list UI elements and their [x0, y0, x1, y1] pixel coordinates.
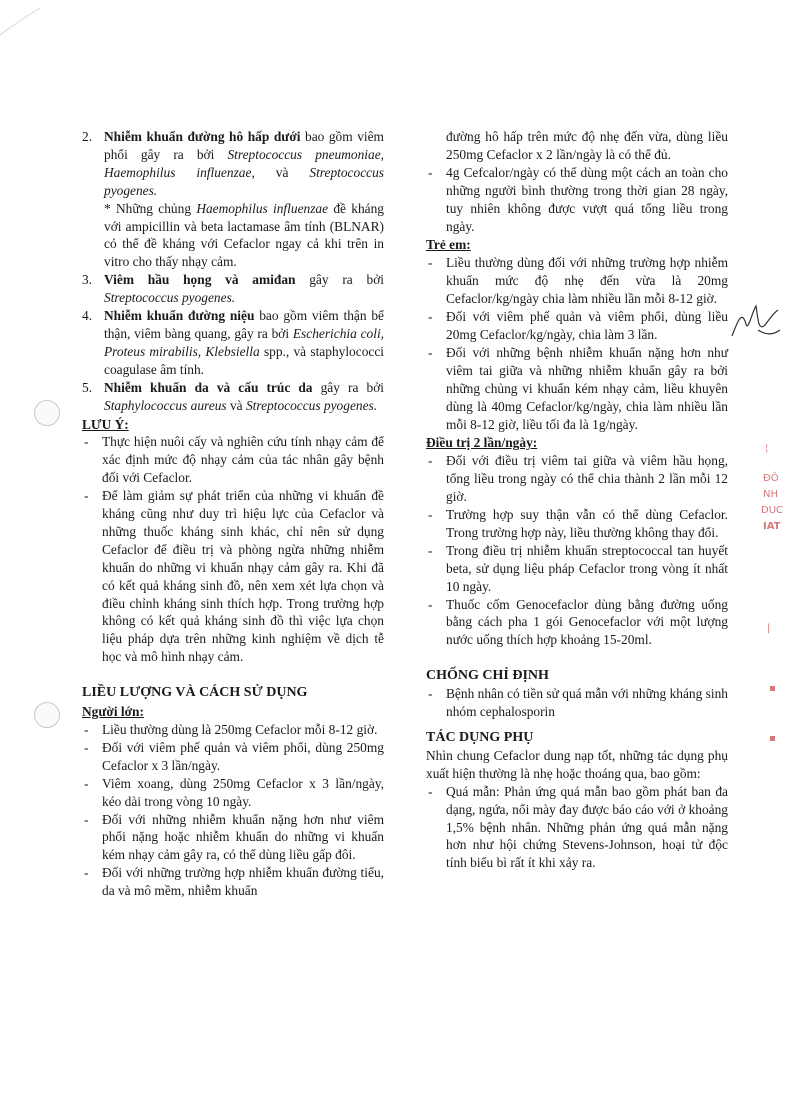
children-heading: Trẻ em: — [426, 237, 471, 253]
punch-hole-bottom — [34, 702, 60, 728]
item-title: Nhiễm khuẩn đường hô hấp dưới — [104, 129, 301, 144]
indication-item-pharyngitis: 3. Viêm hầu họng và amiđan gây ra bởi Streptococcus pyogenes. — [82, 272, 384, 306]
right-column — [426, 128, 728, 872]
adult-dose-continuation: đường hô hấp trên mức độ nhẹ đến vừa, dùng liều 250mg Cefaclor x 2 lần/ngày là có thể đủ. — [446, 129, 728, 162]
contraindication-item: - Bệnh nhân có tiền sử quá mẫn với những kháng sinh nhóm cephalosporin — [428, 686, 728, 720]
twice-daily-heading: Điều trị 2 lần/ngày: — [426, 435, 538, 451]
adult-dose-item: - Đối với những nhiễm khuẩn nặng hơn như viêm phổi nặng hoặc nhiễm khuẩn do những vi khuẩn kém nhạy cảm gây ra, có thể dùng liều gấp đôi. — [84, 811, 384, 863]
item-title: Nhiễm khuẩn da và cấu trúc da — [104, 379, 313, 395]
indication-item-skin: 5. Nhiễm khuẩn da và cấu trúc da gây ra bởi Staphylococcus aureus và Streptococcus pyogenes. — [82, 379, 384, 413]
handwritten-initials — [728, 300, 784, 346]
twice-daily-item: - Đối với điều trị viêm tai giữa và viêm hầu họng, tổng liều trong ngày có thể chia thành 2 lần mỗi 12 giờ. — [428, 453, 728, 505]
adult-dose-item: - Liều thường dùng là 250mg Cefaclor mỗi 8-12 giờ. — [84, 722, 378, 737]
twice-daily-item: - Thuốc cốm Genocefaclor dùng bằng đường uống bằng cách pha 1 gói Genocefaclor với một lượng nước uống thích hợp khoảng 15-20ml. — [428, 596, 728, 648]
adult-dose-item: - Đối với viêm phế quản và viêm phổi, dùng 250mg Cefaclor x 3 lần/ngày. — [84, 739, 384, 773]
dosage-heading: LIỀU LƯỢNG VÀ CÁCH SỬ DỤNG — [82, 685, 308, 701]
children-dose-item: - Đối với những bệnh nhiễm khuẩn nặng hơn như viêm tai giữa và những nhiễm khuẩn gây ra bởi những chủng vi khuẩn kém nhạy cảm, liều khuyên dùng là 40mg Cefaclor/kg/ngày, chia làm nhiều lần mỗi 8-12 giờ, liều tối đa là 1g/ngày. — [428, 344, 728, 432]
twice-daily-item: - Trong điều trị nhiễm khuẩn streptococcal tan huyết beta, sử dụng liệu pháp Cefaclor trong vòng ít nhất 10 ngày. — [428, 542, 728, 594]
side-effects-heading: TÁC DỤNG PHỤ — [426, 730, 534, 745]
luu-y-item: - Thực hiện nuôi cấy và nghiên cứu tính nhạy cảm để xác định mức độ nhạy cảm của tác nhân gây bệnh đối với Cefaclor. — [84, 434, 384, 486]
scan-corner-mark — [0, 0, 70, 60]
side-effects-intro: Nhìn chung Cefaclor dung nạp tốt, những tác dụng phụ xuất hiện thường là nhẹ hoặc thoáng qua, bao gồm: — [426, 747, 728, 781]
adult-dose-item: - Viêm xoang, dùng 250mg Cefaclor x 3 lần/ngày, kéo dài trong vòng 10 ngày. — [84, 775, 384, 809]
blnar-note: * Những chủng Haemophilus influenzae đề kháng với ampicillin và beta lactamase âm tính (BLNAR) có thể đề kháng với Cefaclor ngay cả khi trên in vitro cho thấy nhạy cảm. — [104, 200, 385, 270]
luu-y-heading: LƯU Ý: — [82, 416, 129, 432]
contraindications-heading: CHỐNG CHỈ ĐỊNH — [426, 668, 549, 684]
indication-item-urinary: 4. Nhiễm khuẩn đường niệu bao gồm viêm thận bể thận, viêm bàng quang, gây ra bởi Escherichia coli, Proteus mirabilis, Klebsiella spp., và staphylococci coagulase âm tính. — [82, 308, 385, 377]
children-dose-item: - Đối với viêm phế quản và viêm phổi, dùng liều 20mg Cefaclor/kg/ngày, chia làm 3 lần. — [428, 309, 728, 342]
luu-y-item: - Để làm giảm sự phát triển của những vi khuẩn đề kháng cũng như duy trì hiệu lực của Cefaclor và những thuốc kháng sinh khác, chỉ nên sử dụng Cefaclor để điều trị và phòng ngừa những nhiễm khuẩn do những vi khuẩn nhạy cảm gây ra. Khi đã có kết quả kháng sinh đồ, nên xem xét lựa chọn và điều chỉnh kháng sinh thích hợp. Trong trường hợp không có kết quả kháng sinh đồ thì việc lựa chọn liệu pháp dựa trên những kinh nghiệm về dịch tễ học và mô hình nhạy cảm. — [84, 488, 384, 665]
item-title: Nhiễm khuẩn đường niệu — [104, 308, 255, 324]
punch-hole-top — [34, 400, 60, 426]
item-title: Viêm hầu họng và amiđan — [104, 272, 296, 288]
side-effect-item: - Quá mẫn: Phản ứng quá mẫn bao gồm phát ban đa dạng, ngứa, nổi mày đay được báo cáo với ở khoảng 1,5% bệnh nhân. Những phản ứng quá mẫn nặng hơn như hội chứng Stevens-Johnson, hoại tử độc tính biểu bì rất ít khi xảy ra. — [428, 783, 728, 871]
adult-heading: Người lớn: — [82, 704, 144, 720]
twice-daily-item: - Trường hợp suy thận vẫn có thể dùng Cefaclor. Trong trường hợp này, liều thường không thay đổi. — [428, 507, 728, 540]
stamp-fragment: ¦ ĐÔ NH DUC IAT | ▪ ▪ — [761, 443, 784, 744]
adult-dose-item: - Đối với những trường hợp nhiễm khuẩn đường tiểu, da và mô mềm, nhiễm khuẩn — [84, 865, 384, 899]
children-dose-item: - Liều thường dùng đối với những trường hợp nhiễm khuẩn mức độ nhẹ đến vừa là 20mg Cefaclor/kg/ngày chia làm nhiều lần mỗi 8-12 giờ. — [428, 255, 728, 307]
left-column — [82, 128, 384, 900]
adult-dose-item: - 4g Cefcalor/ngày có thể dùng một cách an toàn cho những người bình thường trong thời gian 28 ngày, tuy nhiên không được vượt quá tổng liều trong ngày. — [428, 164, 728, 234]
indication-item-lower-respiratory: 2. Nhiễm khuẩn đường hô hấp dưới bao gồm viêm phổi gây ra bởi Streptococcus pneumoniae, Haemophilus influenzae, và Streptococcus pyogenes. — [82, 129, 384, 198]
